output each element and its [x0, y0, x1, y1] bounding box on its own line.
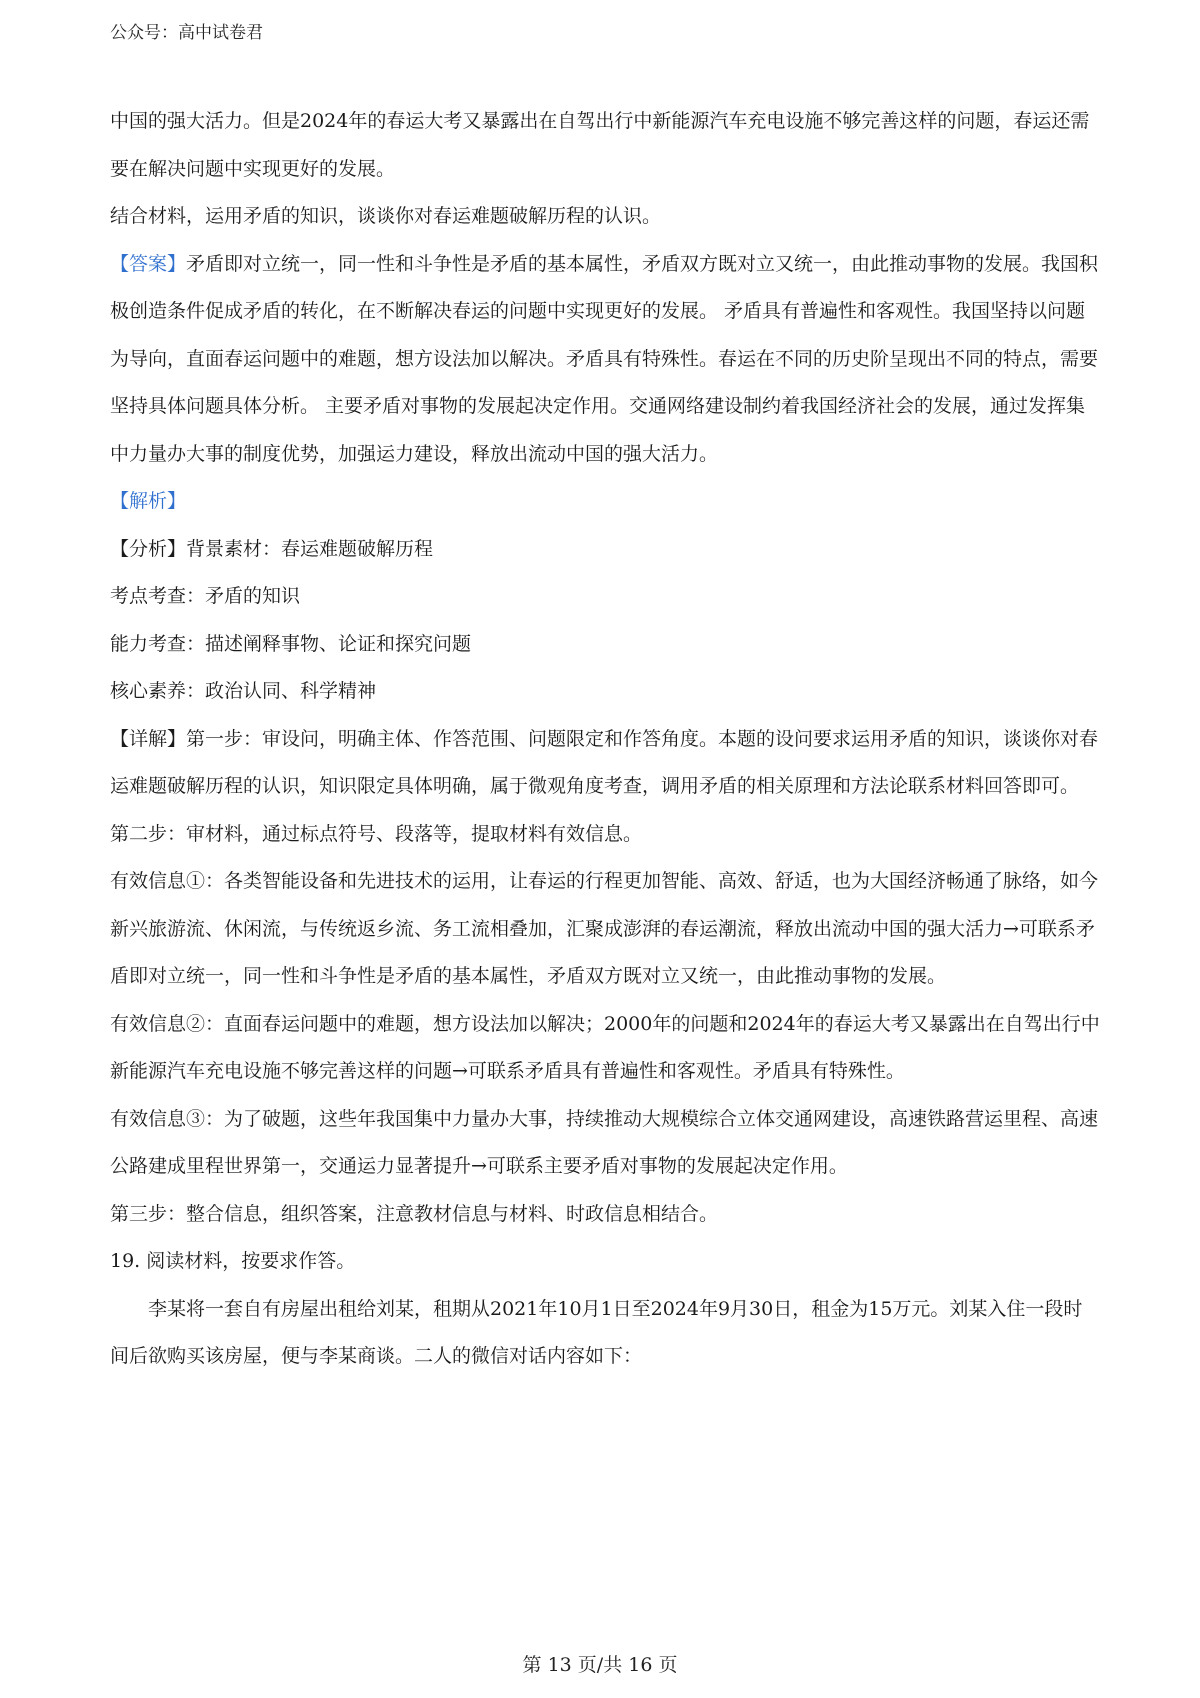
detail-step-one: 【详解】第一步：审设问，明确主体、作答范围、问题限定和作答角度。本题的设问要求运用矛盾的知识，谈谈你对春运难题破解历程的认识，知识限定具体明确，属于微观角度考查，调用矛盾的相关原理和方法论联系材料回答即可。: [110, 727, 1099, 797]
analysis-background: 【分析】背景素材：春运难题破解历程: [110, 537, 434, 560]
analysis-core-literacy: 核心素养：政治认同、科学精神: [110, 680, 377, 702]
page-number-footer: 第 13 页/共 16 页: [522, 1654, 678, 1676]
material-tail-paragraph: 中国的强大活力。但是2024年的春运大考又暴露出在自驾出行中新能源汽车充电设施不够完善这样的问题，春运还需要在解决问题中实现更好的发展。: [110, 110, 1090, 180]
analysis-ability: 能力考查：描述阐释事物、论证和探究问题: [110, 632, 472, 655]
question-prompt: 结合材料，运用矛盾的知识，谈谈你对春运难题破解历程的认识。: [110, 205, 662, 227]
question-19-material: 李某将一套自有房屋出租给刘某，租期从2021年10月1日至2024年9月30日，租金为15万元。刘某入住一段时间后欲购买该房屋，便与李某商谈。二人的微信对话内容如下：: [110, 1297, 1083, 1367]
effective-info-1: 有效信息①：各类智能设备和先进技术的运用，让春运的行程更加智能、高效、舒适，也为大国经济畅通了脉络，如今新兴旅游流、休闲流，与传统返乡流、务工流相叠加，汇聚成澎湃的春运潮流，释放出流动中国的强大活力→可联系矛盾即对立统一，同一性和斗争性是矛盾的基本属性，矛盾双方既对立又统一，由此推动事物的发展。: [110, 870, 1099, 987]
effective-info-2: 有效信息②：直面春运问题中的难题，想方设法加以解决；2000年的问题和2024年的春运大考又暴露出在自驾出行中新能源汽车充电设施不够完善这样的问题→可联系矛盾具有普遍性和客观性。矛盾具有特殊性。: [110, 1012, 1100, 1082]
detail-step-three: 第三步：整合信息，组织答案，注意教材信息与材料、时政信息相结合。: [110, 1202, 719, 1225]
detail-step-two: 第二步：审材料，通过标点符号、段落等，提取材料有效信息。: [110, 822, 643, 845]
document-body: [110, 98, 1100, 1381]
analysis-knowledge-point: 考点考查：矛盾的知识: [110, 585, 301, 607]
page-header: 公众号：高中试卷君: [110, 23, 263, 43]
analysis-label: 【解析】: [110, 490, 187, 512]
answer-paragraph: [110, 241, 1100, 479]
answer-text: 矛盾即对立统一，同一性和斗争性是矛盾的基本属性，矛盾双方既对立又统一，由此推动事物的发展。我国积极创造条件促成矛盾的转化，在不断解决春运的问题中实现更好的发展。 矛盾具有普遍性和客观性。我国坚持以问题为导向，直面春运问题中的难题，想方设法加以解决。矛盾具有特殊性。春运在不同的历史阶呈现出不同的特点，需要坚持具体问题具体分析。 主要矛盾对事物的发展起决定作用。交通网络建设制约着我国经济社会的发展，通过发挥集中力量办大事的制度优势，加强运力建设，释放出流动中国的强大活力。: [110, 252, 1099, 465]
answer-label: 【答案】: [110, 252, 187, 275]
effective-info-3: 有效信息③：为了破题，这些年我国集中力量办大事，持续推动大规模综合立体交通网建设，高速铁路营运里程、高速公路建成里程世界第一，交通运力显著提升→可联系主要矛盾对事物的发展起决定作用。: [110, 1107, 1099, 1177]
question-19-heading: 19. 阅读材料，按要求作答。: [110, 1250, 356, 1272]
analysis-heading: [110, 478, 1100, 526]
